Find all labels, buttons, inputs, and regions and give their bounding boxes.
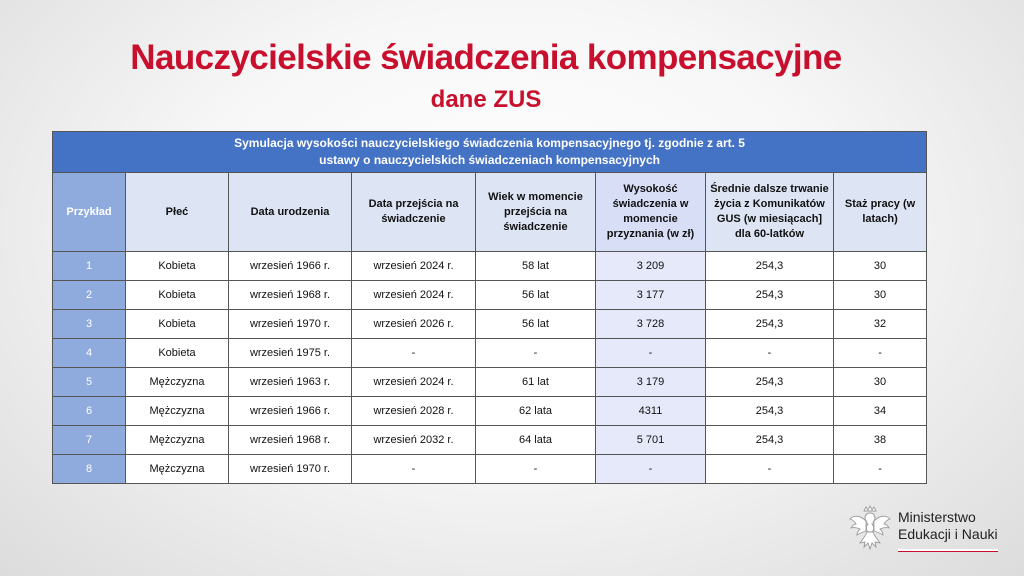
table-row [53,426,927,455]
cell-example: 1 [53,252,126,281]
cell-transition-date: wrzesień 2024 r. [352,281,476,310]
table-row [53,281,927,310]
cell-life-expectancy: - [706,455,834,484]
cell-gender: Mężczyzna [126,455,229,484]
cell-birth-date: wrzesień 1975 r. [229,339,352,368]
cell-age: 64 lata [476,426,596,455]
page-title: Nauczycielskie świadczenia kompensacyjne [130,38,842,77]
cell-birth-date: wrzesień 1968 r. [229,426,352,455]
cell-birth-date: wrzesień 1970 r. [229,455,352,484]
cell-transition-date: wrzesień 2024 r. [352,368,476,397]
cell-benefit-amount: 3 728 [596,310,706,339]
cell-life-expectancy: - [706,339,834,368]
cell-gender: Mężczyzna [126,426,229,455]
simulation-table [52,131,927,484]
cell-birth-date: wrzesień 1966 r. [229,252,352,281]
header-work-years: Staż pracy (w latach) [834,173,927,252]
table-row [53,368,927,397]
logo-flag-stripe [898,549,998,552]
table-row [53,339,927,368]
cell-benefit-amount: 3 177 [596,281,706,310]
cell-example: 6 [53,397,126,426]
cell-age: 56 lat [476,310,596,339]
cell-example: 5 [53,368,126,397]
cell-benefit-amount: 3 179 [596,368,706,397]
cell-age: 61 lat [476,368,596,397]
header-age-at-transition: Wiek w momencie przejścia na świadczenie [476,173,596,252]
logo-line-1: Ministerstwo [898,509,976,525]
cell-work-years: 30 [834,252,927,281]
cell-work-years: 38 [834,426,927,455]
cell-example: 3 [53,310,126,339]
cell-life-expectancy: 254,3 [706,281,834,310]
page-subtitle: dane ZUS [430,86,542,113]
cell-example: 7 [53,426,126,455]
cell-age: 58 lat [476,252,596,281]
eagle-emblem-icon [848,505,892,553]
cell-gender: Kobieta [126,310,229,339]
header-example: Przykład [53,173,126,252]
cell-example: 8 [53,455,126,484]
cell-benefit-amount: 4311 [596,397,706,426]
cell-work-years: 30 [834,281,927,310]
cell-work-years: 30 [834,368,927,397]
table-row [53,397,927,426]
cell-benefit-amount: 3 209 [596,252,706,281]
cell-gender: Mężczyzna [126,368,229,397]
cell-life-expectancy: 254,3 [706,252,834,281]
cell-age: 56 lat [476,281,596,310]
cell-work-years: 32 [834,310,927,339]
cell-life-expectancy: 254,3 [706,397,834,426]
cell-transition-date: - [352,455,476,484]
table-row [53,310,927,339]
logo-text [898,509,998,543]
header-benefit-amount: Wysokość świadczenia w momencie przyznania (w zł) [596,173,706,252]
cell-age: - [476,455,596,484]
table-caption [53,132,927,173]
cell-transition-date: - [352,339,476,368]
cell-birth-date: wrzesień 1963 r. [229,368,352,397]
cell-transition-date: wrzesień 2032 r. [352,426,476,455]
cell-benefit-amount: 5 701 [596,426,706,455]
cell-benefit-amount: - [596,339,706,368]
logo-line-2: Edukacji i Nauki [898,526,998,542]
cell-gender: Mężczyzna [126,397,229,426]
cell-work-years: - [834,339,927,368]
ministry-logo [848,505,1008,555]
cell-gender: Kobieta [126,281,229,310]
cell-birth-date: wrzesień 1966 r. [229,397,352,426]
cell-gender: Kobieta [126,252,229,281]
cell-example: 4 [53,339,126,368]
cell-age: 62 lata [476,397,596,426]
header-life-expectancy: Średnie dalsze trwanie życia z Komunikatów GUS (w miesiącach] dla 60-latków [706,173,834,252]
cell-transition-date: wrzesień 2024 r. [352,252,476,281]
cell-work-years: - [834,455,927,484]
table-row [53,252,927,281]
cell-benefit-amount: - [596,455,706,484]
table-body [53,252,927,484]
cell-gender: Kobieta [126,339,229,368]
cell-transition-date: wrzesień 2026 r. [352,310,476,339]
cell-work-years: 34 [834,397,927,426]
table-row [53,455,927,484]
cell-life-expectancy: 254,3 [706,368,834,397]
cell-life-expectancy: 254,3 [706,310,834,339]
header-birth-date: Data urodzenia [229,173,352,252]
table-caption-line-2: ustawy o nauczycielskich świadczeniach kompensacyjnych [319,153,660,167]
header-gender: Płeć [126,173,229,252]
cell-birth-date: wrzesień 1970 r. [229,310,352,339]
header-transition-date: Data przejścia na świadczenie [352,173,476,252]
cell-birth-date: wrzesień 1968 r. [229,281,352,310]
cell-age: - [476,339,596,368]
cell-example: 2 [53,281,126,310]
table-caption-line-1: Symulacja wysokości nauczycielskiego świadczenia kompensacyjnego tj. zgodnie z art. 5 [234,136,745,150]
cell-life-expectancy: 254,3 [706,426,834,455]
cell-transition-date: wrzesień 2028 r. [352,397,476,426]
